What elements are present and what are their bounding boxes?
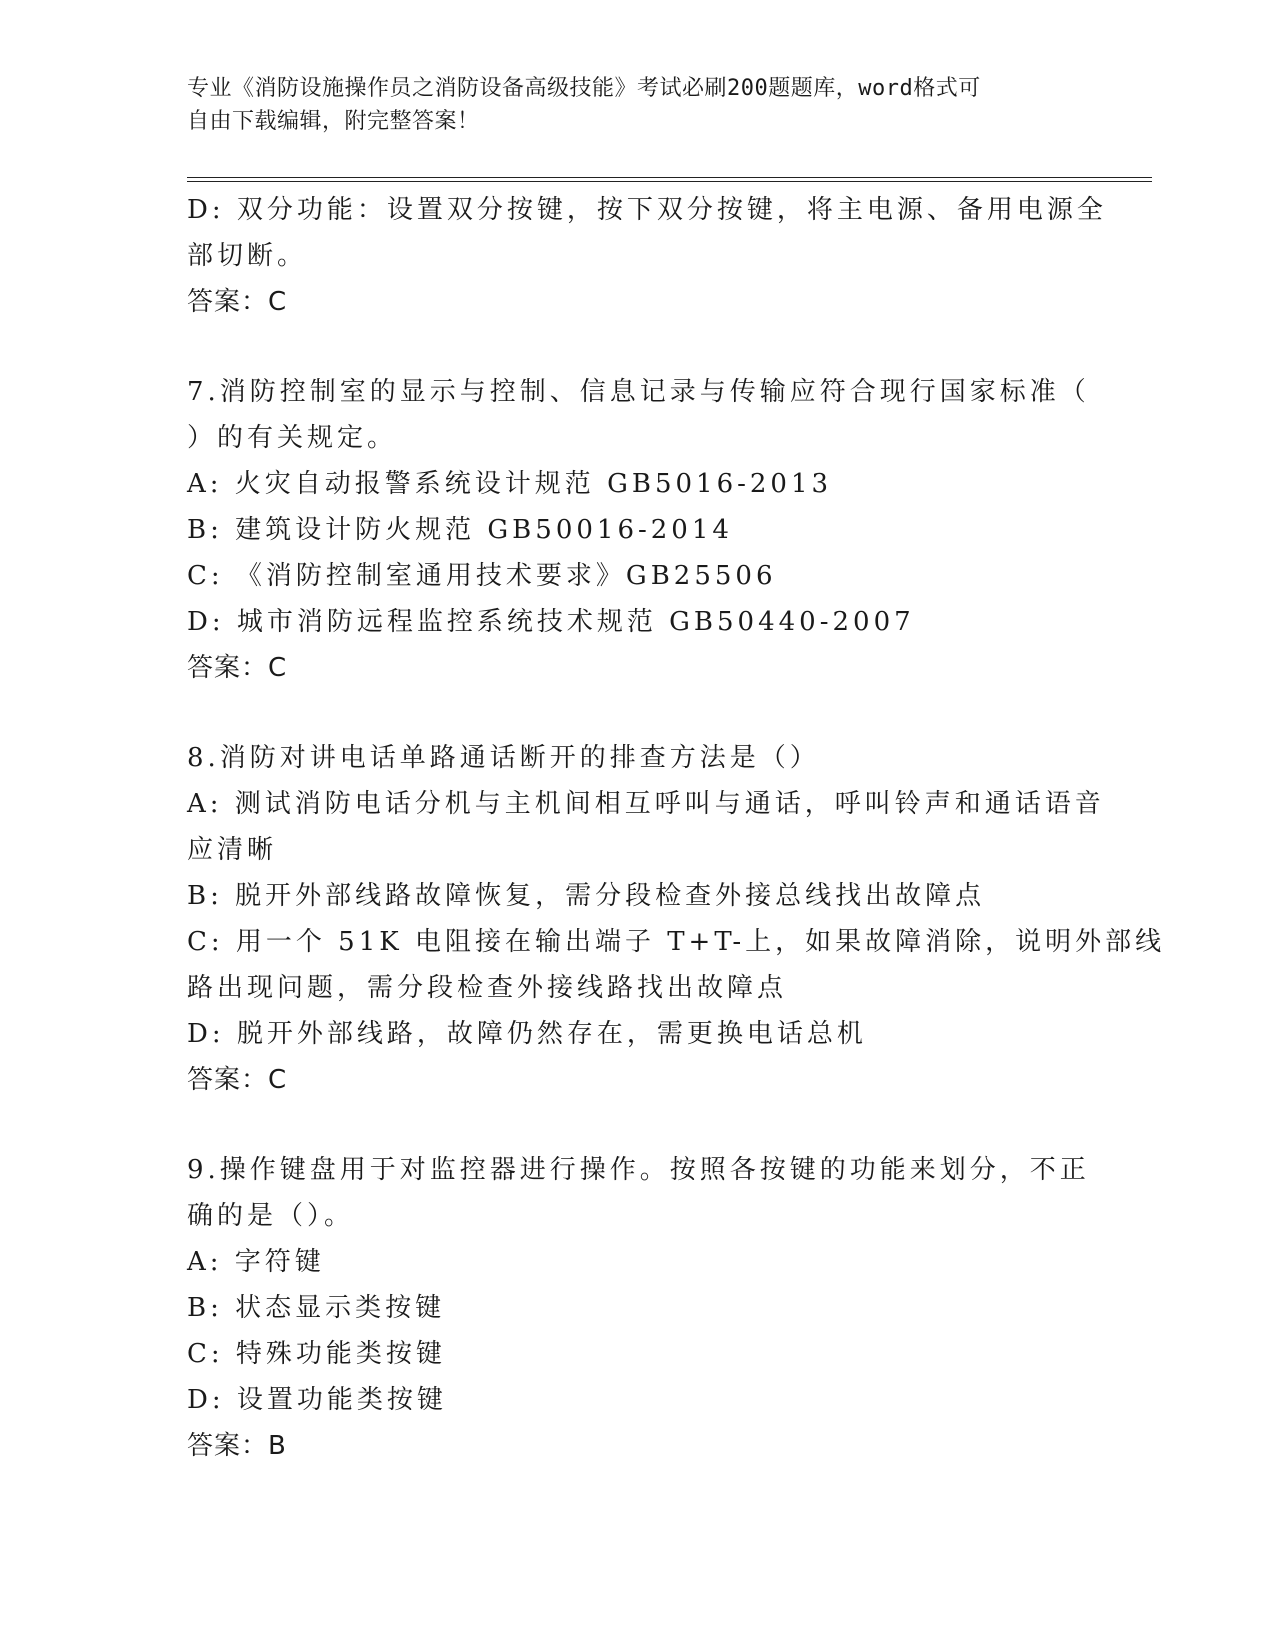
question-8 <box>187 735 1166 1103</box>
option-a-cont: 应清晰 <box>187 835 278 865</box>
option-c: C: 《消防控制室通用技术要求》GB25506 <box>187 561 777 591</box>
answer: 答案：B <box>187 1431 287 1461</box>
spacer <box>187 691 1087 735</box>
question-7 <box>187 369 1090 691</box>
option-b: B: 建筑设计防火规范 GB50016-2014 <box>187 515 733 545</box>
answer: 答案：C <box>187 1065 288 1095</box>
option-d: D: 设置功能类按键 <box>187 1385 447 1415</box>
question-9 <box>187 1147 1090 1469</box>
option-a: A: 火灾自动报警系统设计规范 GB5016-2013 <box>187 469 833 499</box>
question-stem-cont: ）的有关规定。 <box>187 423 398 453</box>
option-c-cont: 路出现问题，需分段检查外接线路找出故障点 <box>187 973 788 1003</box>
option-b: B: 状态显示类按键 <box>187 1293 446 1323</box>
option-d: D: 脱开外部线路，故障仍然存在，需更换电话总机 <box>187 1019 867 1049</box>
answer: 答案：C <box>187 287 288 317</box>
option-a: A: 测试消防电话分机与主机间相互呼叫与通话，呼叫铃声和通话语音 <box>187 789 1105 819</box>
spacer <box>187 1103 1087 1147</box>
option-d: D: 城市消防远程监控系统技术规范 GB50440-2007 <box>187 607 915 637</box>
option-b: B: 脱开外部线路故障恢复，需分段检查外接总线找出故障点 <box>187 881 986 911</box>
option-a: A: 字符键 <box>187 1247 325 1277</box>
answer: 答案：C <box>187 653 288 683</box>
question-stem-cont: 确的是（）。 <box>187 1201 355 1231</box>
question-stem: 8.消防对讲电话单路通话断开的排查方法是（） <box>187 743 820 773</box>
question-stem: 9.操作键盘用于对监控器进行操作。按照各按键的功能来划分，不正 <box>187 1155 1090 1185</box>
question-list <box>187 187 1166 1469</box>
option-c: C: 用一个 51K 电阻接在输出端子 T+T-上，如果故障消除，说明外部线 <box>187 927 1166 957</box>
option-d: D: 双分功能：设置双分按键，按下双分按键，将主电源、备用电源全 <box>187 195 1107 225</box>
header-divider <box>187 177 1152 182</box>
header-line-2: 自由下载编辑，附完整答案！ <box>187 109 480 134</box>
option-d-cont: 部切断。 <box>187 241 308 271</box>
option-c: C: 特殊功能类按键 <box>187 1339 446 1369</box>
question-6 <box>187 187 1107 325</box>
document-header <box>187 72 1067 138</box>
spacer <box>187 325 1087 369</box>
question-stem: 7.消防控制室的显示与控制、信息记录与传输应符合现行国家标准（ <box>187 377 1090 407</box>
header-line-1: 专业《消防设施操作员之消防设备高级技能》考试必刷200题题库，word格式可 <box>187 76 981 101</box>
